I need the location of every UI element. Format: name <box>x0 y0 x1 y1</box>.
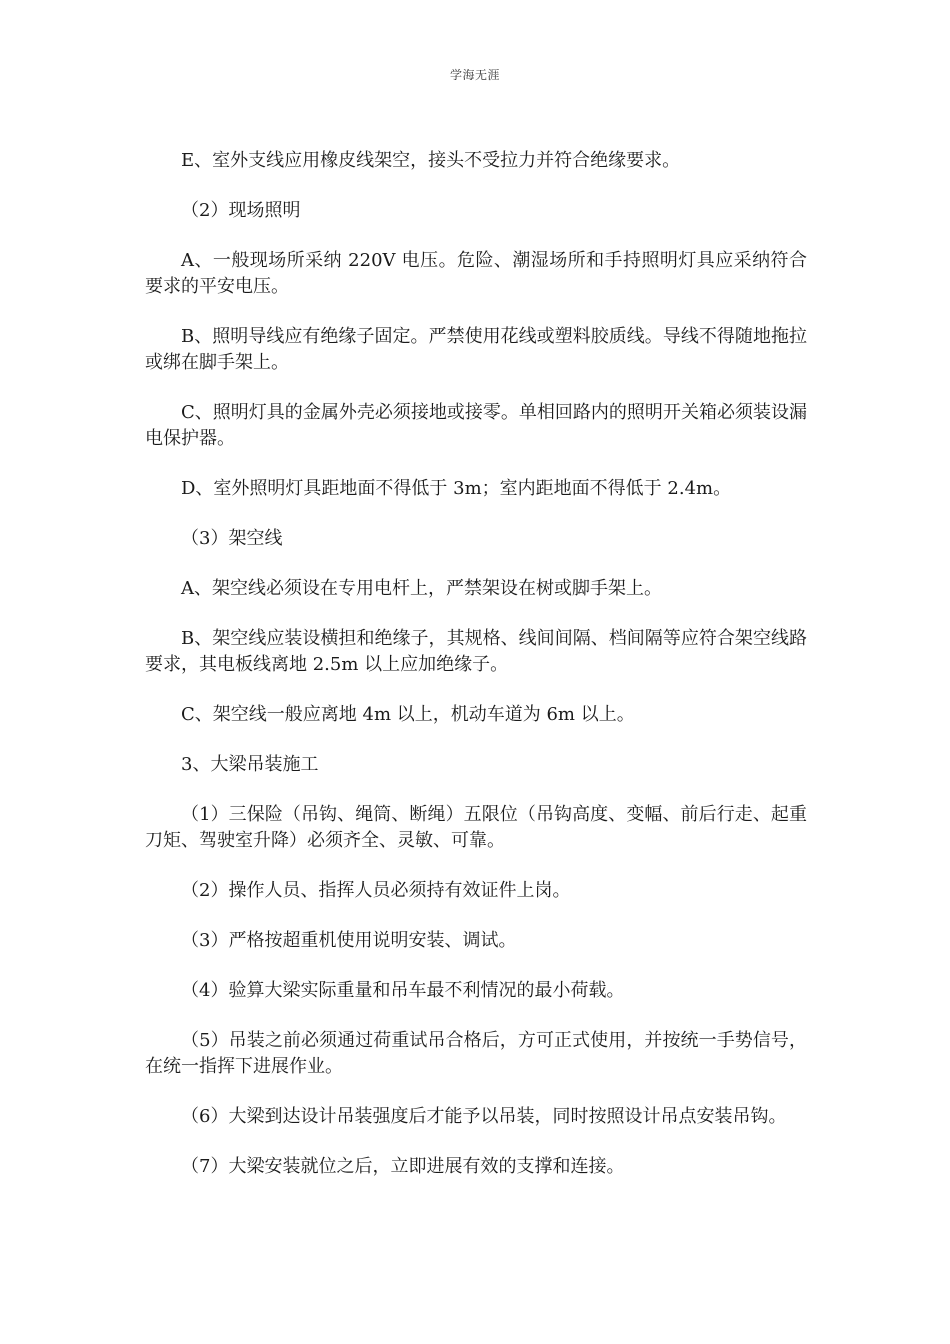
paragraph-e-outdoor-branch-line: E、室外支线应用橡皮线架空，接头不受拉力并符合绝缘要求。 <box>181 150 681 171</box>
paragraph-a-dedicated-pole: A、架空线必须设在专用电杆上，严禁架设在树或脚手架上。 <box>181 578 662 599</box>
heading-overhead-line: （3）架空线 <box>181 528 283 549</box>
paragraph-c-lamp-grounding: C、照明灯具的金属外壳必须接地或接零。单相回路内的照明开关箱必须装设漏电保护器。 <box>145 402 807 449</box>
paragraph-b-lighting-wire: B、照明导线应有绝缘子固定。严禁使用花线或塑料胶质线。导线不得随地拖拉或绑在脚手架上。 <box>145 326 807 373</box>
heading-beam-hoisting: 3、大梁吊装施工 <box>181 754 319 775</box>
document-body <box>145 148 807 1204</box>
paragraph-5-trial-lift: （5）吊装之前必须通过荷重试吊合格后，方可正式使用，并按统一手势信号，在统一指挥下进展作业。 <box>145 1030 807 1077</box>
paragraph-b-crossarm-insulator: B、架空线应装设横担和绝缘子，其规格、线间间隔、档间隔等应符合架空线路要求，其电板线离地 2.5m 以上应加绝缘子。 <box>145 628 807 675</box>
page-header: 学海无涯 <box>449 68 500 82</box>
paragraph-d-lamp-height: D、室外照明灯具距地面不得低于 3m；室内距地面不得低于 2.4m。 <box>181 478 732 499</box>
paragraph-c-line-height: C、架空线一般应离地 4m 以上，机动车道为 6m 以上。 <box>181 704 635 725</box>
paragraph-a-voltage: A、一般现场所采纳 220V 电压。危险、潮湿场所和手持照明灯具应采纳符合要求的平安电压。 <box>145 250 807 297</box>
paragraph-3-install-debug: （3）严格按超重机使用说明安装、调试。 <box>181 930 517 951</box>
paragraph-7-support-connect: （7）大梁安装就位之后，立即进展有效的支撑和连接。 <box>181 1156 625 1177</box>
heading-site-lighting: （2）现场照明 <box>181 200 301 221</box>
paragraph-2-certified-operators: （2）操作人员、指挥人员必须持有效证件上岗。 <box>181 880 571 901</box>
paragraph-4-load-check: （4）验算大梁实际重量和吊车最不利情况的最小荷载。 <box>181 980 625 1001</box>
paragraph-6-design-strength: （6）大梁到达设计吊装强度后才能予以吊装，同时按照设计吊点安装吊钩。 <box>181 1106 787 1127</box>
paragraph-1-safety-limits: （1）三保险（吊钩、绳筒、断绳）五限位（吊钩高度、变幅、前后行走、起重刀矩、驾驶室升降）必须齐全、灵敏、可靠。 <box>145 804 807 851</box>
